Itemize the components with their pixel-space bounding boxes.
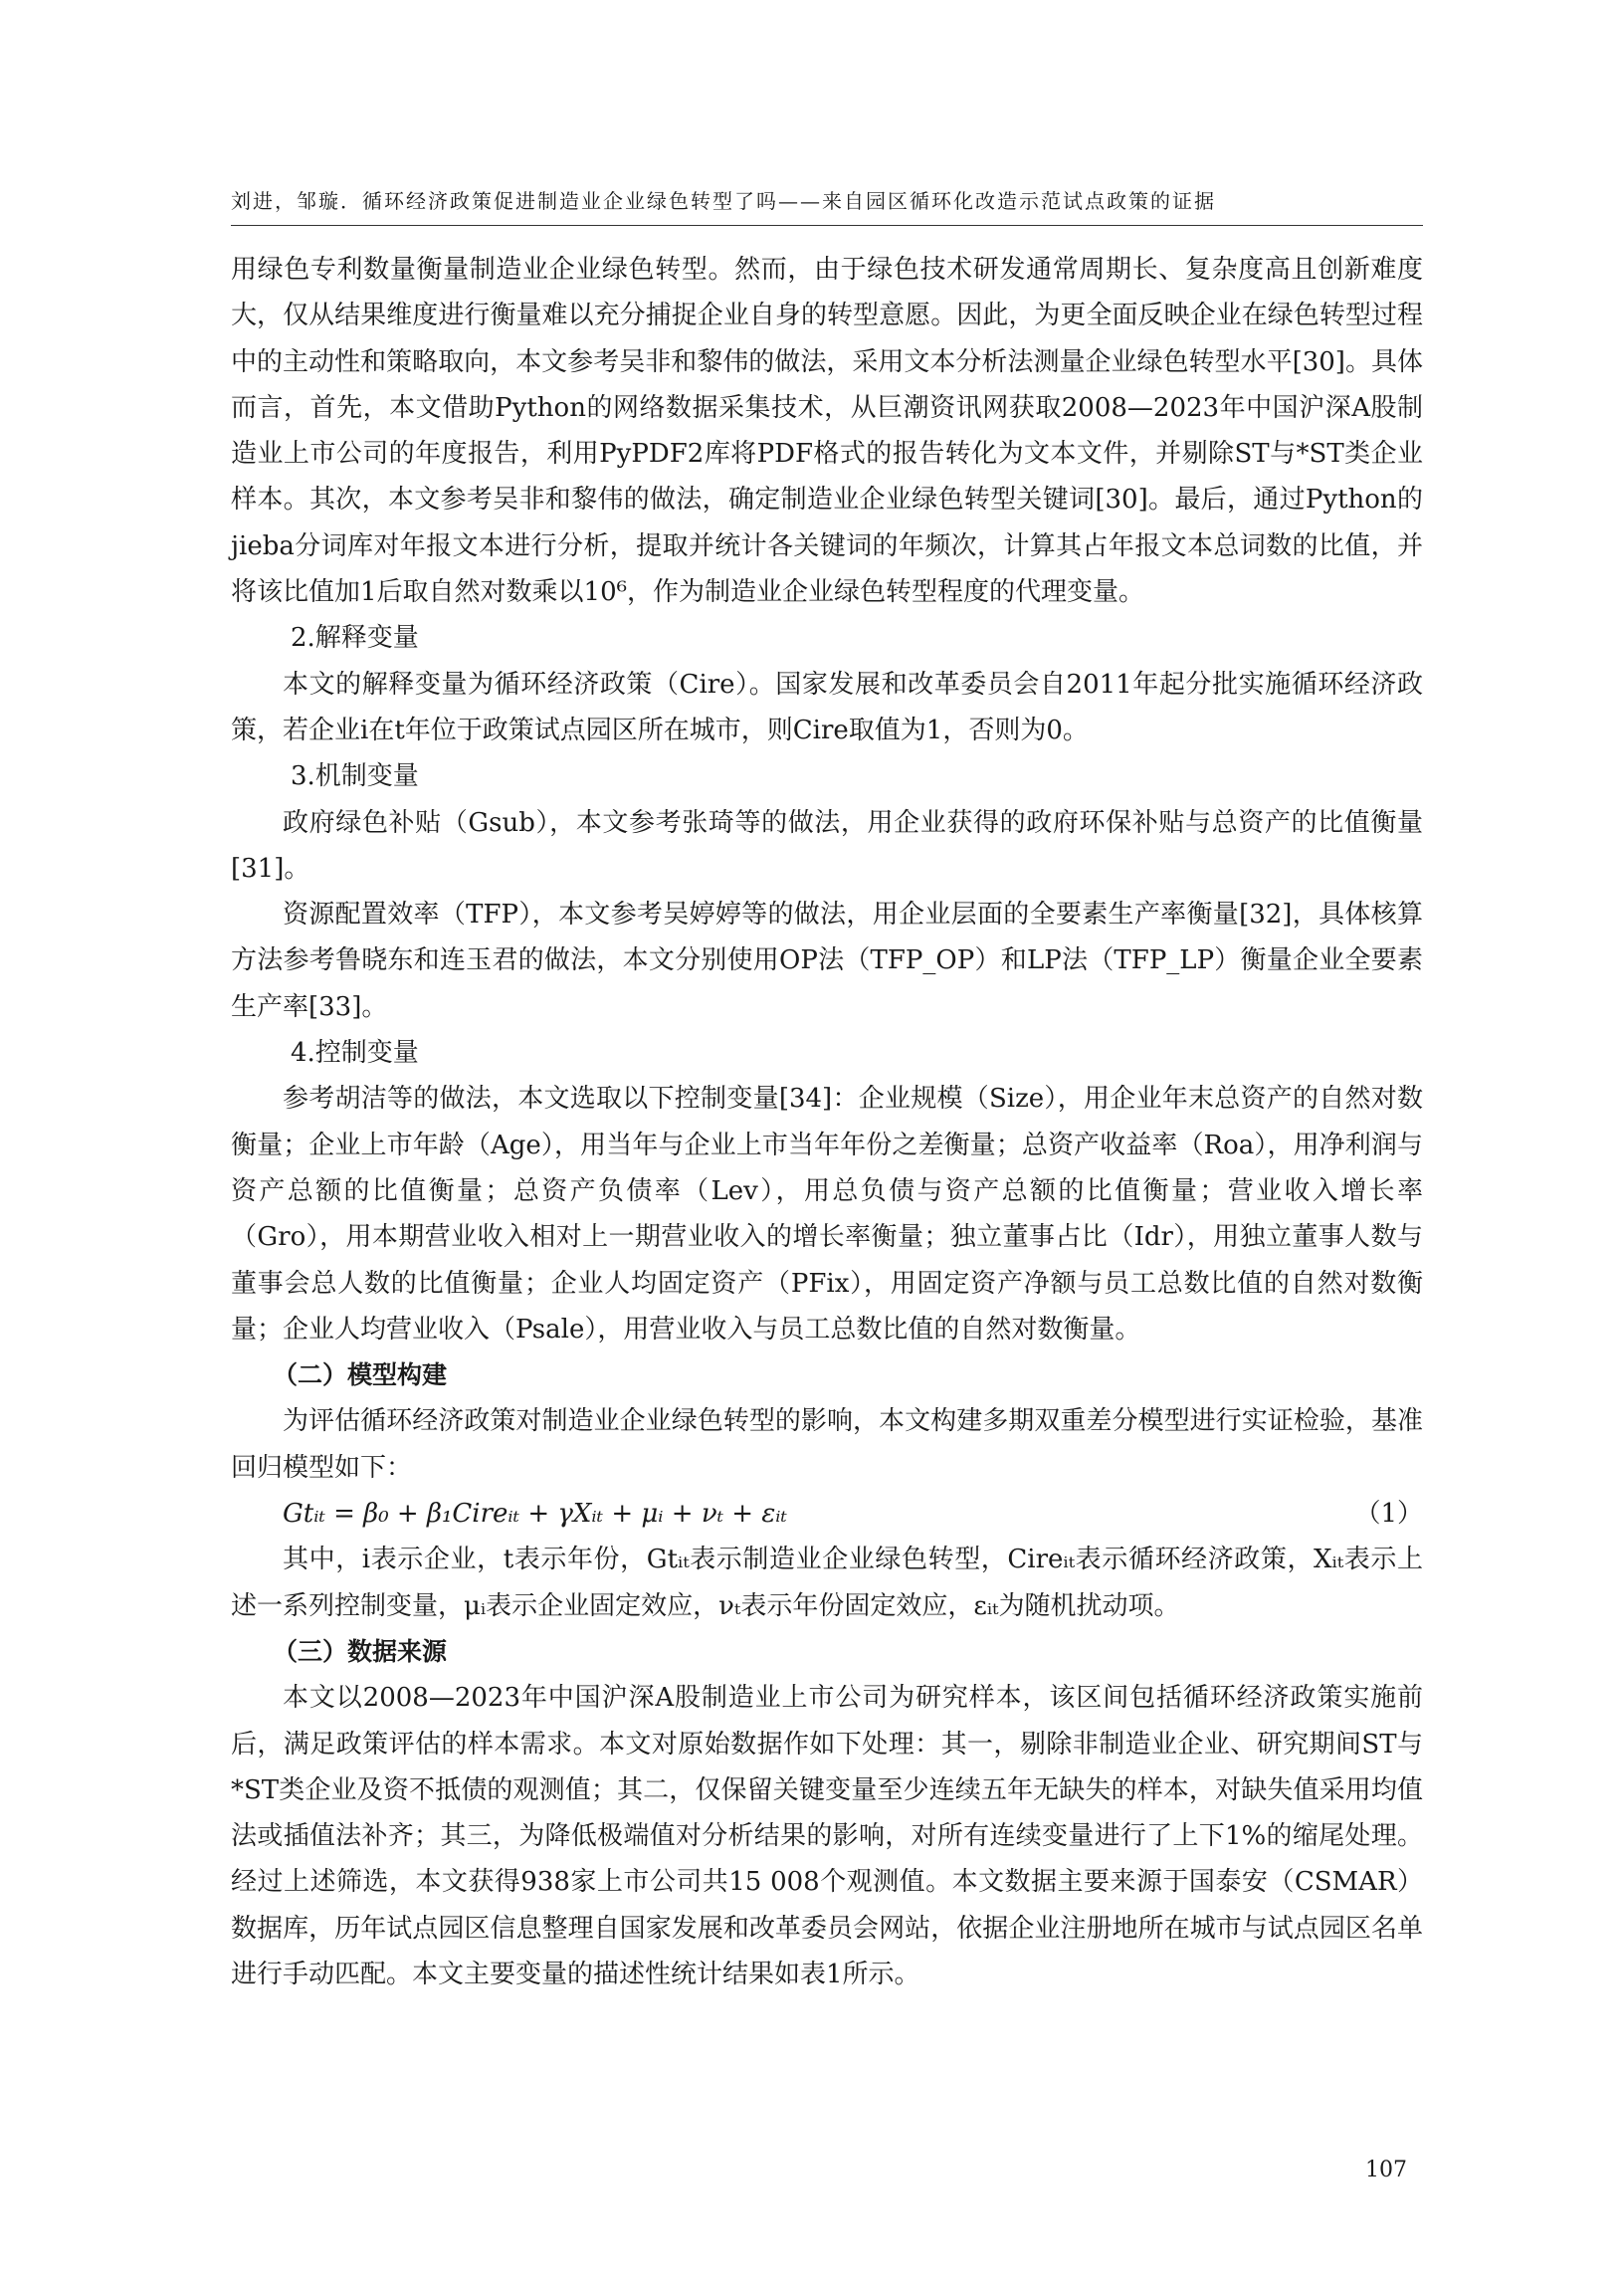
running-header: 刘进，邹璇．循环经济政策促进制造业企业绿色转型了吗——来自园区循环化改造示范试点政策的证据 [231, 189, 1216, 213]
page-number: 107 [1365, 2158, 1407, 2182]
article-body [231, 247, 1423, 1997]
paragraph-green-transition-measure: 用绿色专利数量衡量制造业企业绿色转型。然而，由于绿色技术研发通常周期长、复杂度高且创新难度大，仅从结果维度进行衡量难以充分捕捉企业自身的转型意愿。因此，为更全面反映企业在绿色转型过程中的主动性和策略取向，本文参考吴非和黎伟的做法，采用文本分析法测量企业绿色转型水平[30]。具体而言，首先，本文借助Python的网络数据采集技术，从巨潮资讯网获取2008—2023年中国沪深A股制造业上市公司的年度报告，利用PyPDF2库将PDF格式的报告转化为文本文件，并剔除ST与*ST类企业样本。其次，本文参考吴非和黎伟的做法，确定制造业企业绿色转型关键词[30]。最后，通过Python的jieba分词库对年报文本进行分析，提取并统计各关键词的年频次，计算其占年报文本总词数的比值，并将该比值加1后取自然对数乘以10⁶，作为制造业企业绿色转型程度的代理变量。 [231, 255, 1423, 608]
equation-formula: Gtᵢₜ = β₀ + β₁Cireᵢₜ + γXᵢₜ + μᵢ + νₜ + εᵢₜ [283, 1499, 787, 1530]
section-heading-model: （二）模型构建 [273, 1360, 448, 1390]
paragraph-data-source: 本文以2008—2023年中国沪深A股制造业上市公司为研究样本，该区间包括循环经济政策实施前后，满足政策评估的样本需求。本文对原始数据作如下处理：其一，剔除非制造业企业、研究期间ST与*ST类企业及资不抵债的观测值；其二，仅保留关键变量至少连续五年无缺失的样本，对缺失值采用均值法或插值法补齐；其三，为降低极端值对分析结果的影响，对所有连续变量进行了上下1%的缩尾处理。经过上述筛选，本文获得938家上市公司共15 008个观测值。本文数据主要来源于国泰安（CSMAR）数据库，历年试点园区信息整理自国家发展和改革委员会网站，依据企业注册地所在城市与试点园区名单进行手动匹配。本文主要变量的描述性统计结果如表1所示。 [231, 1683, 1424, 1989]
paragraph-control-variables: 参考胡洁等的做法，本文选取以下控制变量[34]：企业规模（Size），用企业年末总资产的自然对数衡量；企业上市年龄（Age），用当年与企业上市当年年份之差衡量；总资产收益率（Roa），用净利润与资产总额的比值衡量；总资产负债率（Lev），用总负债与资产总额的比值衡量；营业收入增长率（Gro），用本期营业收入相对上一期营业收入的增长率衡量；独立董事占比（Idr），用独立董事人数与董事会总人数的比值衡量；企业人均固定资产（PFix），用固定资产净额与员工总数比值的自然对数衡量；企业人均营业收入（Psale），用营业收入与员工总数比值的自然对数衡量。 [231, 1084, 1423, 1345]
section-heading-data-source: （三）数据来源 [273, 1636, 448, 1666]
subheading-control-variables: 4.控制变量 [291, 1038, 419, 1069]
subheading-mechanism-variable: 3.机制变量 [291, 761, 419, 792]
header-rule [231, 225, 1423, 226]
equation-baseline [231, 1491, 1423, 1537]
paragraph-green-subsidy: 政府绿色补贴（Gsub），本文参考张琦等的做法，用企业获得的政府环保补贴与总资产的比值衡量[31]。 [231, 807, 1423, 884]
paragraph-model-intro: 为评估循环经济政策对制造业企业绿色转型的影响，本文构建多期双重差分模型进行实证检验，基准回归模型如下： [231, 1406, 1423, 1483]
paragraph-explanatory-variable: 本文的解释变量为循环经济政策（Cire）。国家发展和改革委员会自2011年起分批实施循环经济政策，若企业i在t年位于政策试点园区所在城市，则Cire取值为1，否则为0。 [231, 669, 1423, 745]
paragraph-equation-notes: 其中，i表示企业，t表示年份，Gtᵢₜ表示制造业企业绿色转型，Cireᵢₜ表示循环经济政策，Xᵢₜ表示上述一系列控制变量，μᵢ表示企业固定效应，νₜ表示年份固定效应，εᵢₜ为随机扰动项。 [231, 1545, 1423, 1621]
subheading-explanatory-variable: 2.解释变量 [291, 623, 419, 654]
equation-number: （1） [1354, 1499, 1423, 1530]
paragraph-resource-allocation: 资源配置效率（TFP），本文参考吴婷婷等的做法，用企业层面的全要素生产率衡量[32]，具体核算方法参考鲁晓东和连玉君的做法，本文分别使用OP法（TFP_OP）和LP法（TFP_LP）衡量企业全要素生产率[33]。 [231, 900, 1423, 1022]
